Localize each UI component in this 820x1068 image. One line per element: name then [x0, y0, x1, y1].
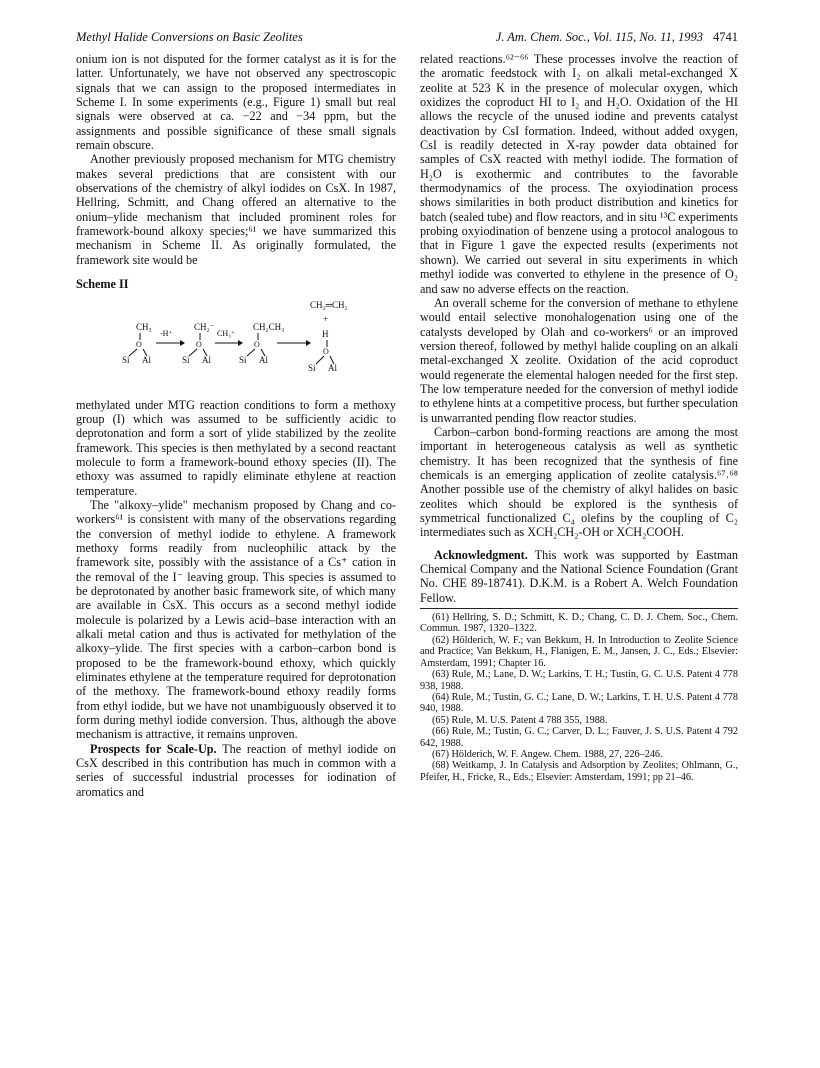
- structure-3-si: Si: [239, 354, 247, 365]
- structure-1-ch3: CH₃: [136, 321, 152, 332]
- bond-1b: [129, 349, 137, 356]
- paragraph-methoxy-group: methylated under MTG reaction conditions to form a methoxy group (I) which was assumed to be sufficiently acidic to deprotonation and form a sort of ylide stabilized by the zeolite framework. This species is then methylated by a second reactant molecule to form a framework-bound ethoxy species (II). The ethoxy was assumed to rapidly eliminate ethylene at reaction temperature.: [76, 397, 396, 498]
- structure-2-si: Si: [182, 354, 190, 365]
- paragraph-carbon-carbon: Carbon–carbon bond-forming reactions are among the most important in heterogeneous catalysis as well as synthetic chemistry. It has been recognized that the synthesis of fine chemicals is an emerging application of zeolite catalysis.⁶⁷˒⁶⁸ Another possible use of the chemistry of alkyl halides on basic zeolites which should be explored is the synthesis of symmetrical functionalized C₄ olefins by the coupling of C₂ intermediates such as XCH₂CH₂-OH or XCH₂COOH.: [420, 424, 738, 540]
- spacer: [420, 540, 738, 548]
- page-number: 4741: [713, 30, 738, 44]
- structure-3-o: O: [254, 339, 260, 349]
- acknowledgment: [420, 548, 738, 605]
- left-column: [76, 52, 396, 799]
- bond-3b: [247, 349, 255, 356]
- structure-4-al: Al: [328, 362, 337, 373]
- arrowhead-2: [238, 340, 243, 346]
- running-title: Methyl Halide Conversions on Basic Zeolites: [76, 30, 303, 44]
- arrow-2-label: CH₃⁺: [217, 328, 236, 338]
- reference-62: (62) Hölderich, W. F.; van Bekkum, H. In Introduction to Zeolite Science and Practice; Van Bekkum, H., Flanigen, E. M., Jansen, J. C., Eds.; Elsevier: Amsterdam, 1991; Chapter 16.: [420, 634, 738, 669]
- scale-up-heading: Prospects for Scale-Up.: [90, 741, 217, 756]
- reference-66: (66) Rule, M.; Tustin, G. C.; Carver, D. L.; Fauver, J. S. U.S. Patent 4 792 642, 1988.: [420, 726, 738, 749]
- scheme-ii-svg: [76, 296, 396, 398]
- structure-3-al: Al: [259, 354, 268, 365]
- acknowledgment-body: This work was supported by Eastman Chemical Company and the National Science Foundation (Grant No. CHE 89-18741). D.K.M. is a Robert A. Welch Foundation Fellow.: [420, 547, 738, 605]
- structure-3-ch2ch3: CH₂CH₃: [253, 321, 285, 332]
- paragraph-alkoxy-mechanism: Another previously proposed mechanism for MTG chemistry makes several predictions that are consistent with our observations of the chemistry of alkyl iodides on CsX. In 1987, Hellring, Schmitt, and Chang offered an alternative to the onium–ylide mechanism that included prominent roles for framework-bound alkoxy species;⁶¹ we have summarized this mechanism in Scheme II. As originally formulated, the framework site would be: [76, 152, 396, 267]
- paragraph-onium: onium ion is not disputed for the former catalyst as it is for the latter. Unfortunately, we have not observed any spectroscopic signals that we can assign to the proposed intermediates in Scheme I. In some experiments (e.g., Figure 1) small but real signals were observed at ca. −22 and −34 ppm, but the assignments and possible significance of these small signals remain obscure.: [76, 52, 396, 153]
- structure-2-al: Al: [202, 354, 211, 365]
- reference-65: (65) Rule, M. U.S. Patent 4 788 355, 1988.: [432, 714, 608, 726]
- paragraph-scale-up: [76, 742, 396, 799]
- paragraph-methane-conversion: An overall scheme for the conversion of methane to ethylene would entail selective monohalogenation using one of the catalysts developed by Olah and co-workers⁶ or an improved version thereof, followed by methyl halide coupling on an alkali metal-exchanged X zeolite. Oxidation of the acid coproduct would regenerate the elemental halogen needed for the first step. The low temperature needed for the conversion of methyl iodide to ethylene hints at a competitive process, but further speculation is unwarranted pending flow reactor studies.: [420, 295, 738, 425]
- right-column: [420, 52, 738, 783]
- bond-4b: [316, 356, 324, 364]
- acknowledgment-heading: Acknowledgment.: [434, 547, 528, 562]
- arrowhead-3: [306, 340, 311, 346]
- scheme-ii-diagram: [76, 296, 396, 398]
- paragraph-oxyiodination: related reactions.⁶²⁻⁶⁶ These processes involve the reaction of the aromatic feedstock with I₂ on alkali metal-exchanged X zeolite at 523 K in the presence of molecular oxygen, which oxidizes the coproduct HI to I₂ and H₂O. Oxidation of the HI allows the recycle of the unused iodine and prevents catalyst deactivation by CsI formation. Indeed, without added oxygen, CsI is readily detected in X-ray powder data obtained for samples of CsX reacted with methyl iodide. The formation of H₂O is exothermic and contributes to the favorable thermodynamics of the process. The oxyiodination process shows similarities in both product distribution and kinetics for batch (sealed tube) and flow reactors, and in situ ¹³C experiments probing oxyiodination of benzene using a protocol analogous to that in Figure 1 gave the expected results (experiments not shown). We carried out several in situ experiments in which methyl iodide was converted to ethylene in the presence of O₂ and saw no adverse effects on the reaction.: [420, 52, 738, 296]
- references-list: [420, 612, 738, 783]
- arrowhead-1: [180, 340, 185, 346]
- paragraph-alkoxy-ylide: The "alkoxy–ylide" mechanism proposed by Chang and co-workers⁶¹ is consistent with many of the observations regarding the conversion of methyl iodide to ethylene. A framework methoxy forms readily from nucleophilic attack by the framework site, possibly with the assistance of a Cs⁺ cation in the removal of the I⁻ leaving group. This species is assumed to be deprotonated by another basic framework site, of which many are available in CsX. This occurs as a second methyl iodide molecule is polarized by a Lewis acid–base interaction with an alkali metal cation and thus is activated for methylation of the alkoxy–ylide. The first species with a carbon–carbon bond is proposed to be the framework-bound ethoxy, which quickly eliminates ethylene at the temperature required for deprotonation of the methoxy. The framework-bound ethoxy readily forms from ethyl iodide, but we have not unambiguously observed it to form during methyl iodide conversion. Thus, although the above mechanism is attractive, it remains unproven.: [76, 497, 396, 742]
- structure-4-si: Si: [308, 362, 316, 373]
- reference-68: (68) Weitkamp, J. In Catalysis and Adsorption by Zeolites; Ohlmann, G., Pfeifer, H., Fricke, R., Eds.; Elsevier: Amsterdam, 1991; pp 21–46.: [420, 760, 738, 783]
- structure-1-si: Si: [122, 354, 130, 365]
- plus-sign: +: [323, 313, 329, 324]
- reference-67: (67) Hölderich, W. F. Angew. Chem. 1988, 27, 226–246.: [432, 748, 663, 760]
- journal-citation: [496, 30, 738, 45]
- structure-2-ch2-minus: CH₂⁻: [194, 321, 215, 332]
- journal-name: J. Am. Chem. Soc., Vol. 115, No. 11, 1993: [495, 30, 703, 44]
- product-ethylene: CH₂═CH₂: [310, 299, 348, 310]
- scale-up-body: The reaction of methyl iodide on CsX described in this contribution has much in common with a series of successful industrial processes for iodination of aromatics and: [76, 741, 396, 799]
- structure-4-o: O: [323, 346, 329, 356]
- reference-61: (61) Hellring, S. D.; Schmitt, K. D.; Chang, C. D. J. Chem. Soc., Chem. Commun. 1987, 1320–1322.: [420, 612, 738, 635]
- running-header: [76, 30, 738, 48]
- arrow-1-label: -H⁺: [160, 328, 173, 338]
- structure-2-o: O: [196, 339, 202, 349]
- structure-1-o: O: [136, 339, 142, 349]
- structure-4-h: H: [322, 328, 329, 339]
- bond-2b: [189, 349, 197, 356]
- reference-64: (64) Rule, M.; Tustin, G. C.; Lane, D. W.; Larkins, T. H. U.S. Patent 4 778 940, 1988.: [420, 691, 738, 715]
- reference-63: (63) Rule, M.; Lane, D. W.; Larkins, T. H.; Tustin, G. C. U.S. Patent 4 778 938, 1988.: [420, 669, 738, 692]
- references-divider: [420, 608, 738, 609]
- scheme-title: Scheme II: [76, 277, 129, 292]
- structure-1-al: Al: [142, 354, 151, 365]
